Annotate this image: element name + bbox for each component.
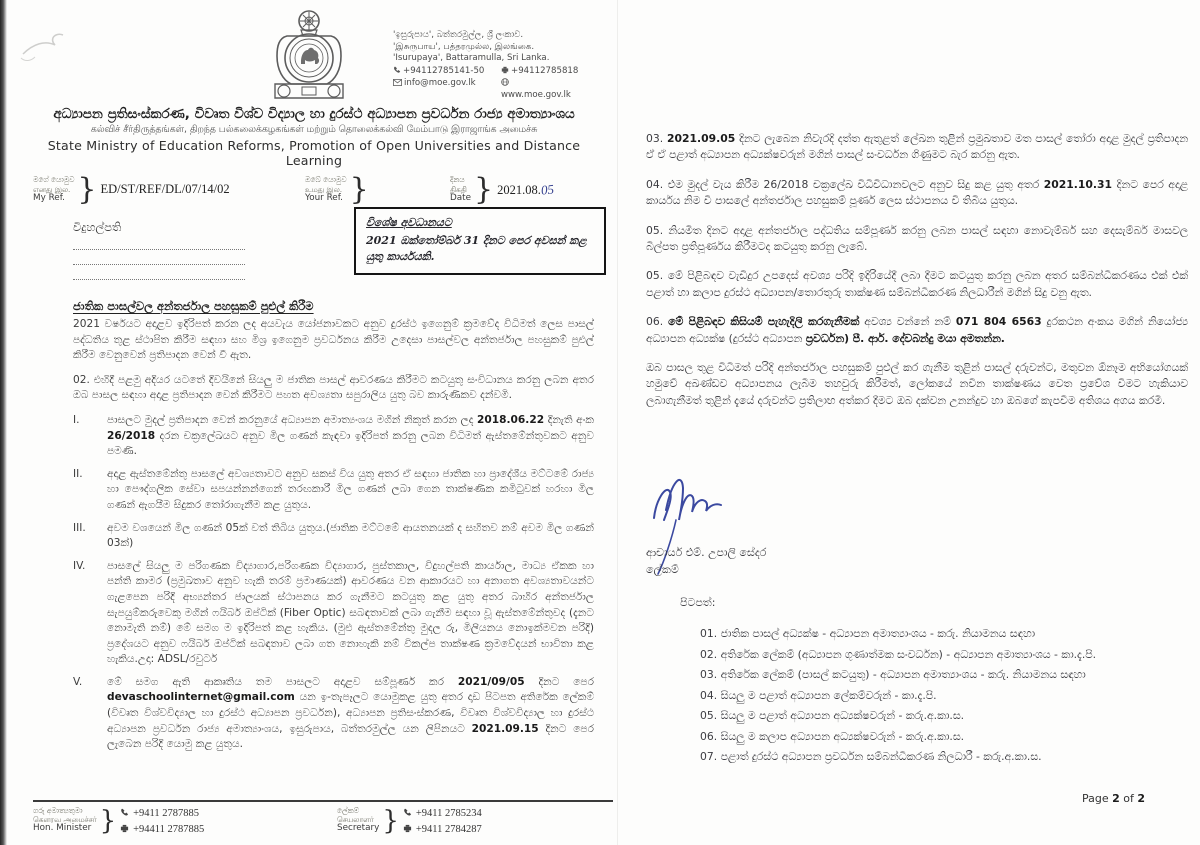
- paragraph-06: 06. මේ පිළිබඳව කිසියම් පැහැදිලි කරගැනීමක් අවශ්‍ය වන්නේ නම් 071 804 6563 දුරකථන අංකය මගින් නියෝජ්‍ය අධ්‍යාපන අධ්‍යක්ෂ (දුරස්ථ අධ්‍යාපන ප්‍රවර්ධන) පී. ආර්. දේවබන්දු මයා අමතන්න.: [646, 315, 1188, 345]
- signatory-designation: ලේකම්: [646, 563, 679, 576]
- copies-label: පිටපත්:: [680, 596, 716, 609]
- item-text: පාසලේ සියලු ම පරිගණක විද්‍යාගාර,පරිගණක විද්‍යාගාර, පුස්තකාල, විදුහල්පති කාර්යාල, මාධ්‍ය ඒකක හා පන්ති කාමර (ප්‍රමුඛතාව අනුව හැකි තරම් ප්‍රමාණයක්) ආවරණය වන ආකාරයට හා අනාගත අවශ්‍යතාවයන්ට ගැළපෙන පරිදි අභ්‍යන්තර ජාලයක් ස්ථාපනය කර ගැනීමට කටයුතු කළ යුතු අතර බාහිර අන්තර්ජාල සැපයුම්කරුවෙකු මගින් ෆයිබර් ඔප්ටික් (Fiber Optic) සබඳතාවක් ලබා ගැනීම සඳහා වූ ඇස්තමේන්තුවද (දැනට නොමැති නම්) මේ සමග ම ඉදිරිපත් කළ හැකිය. (මුළු ඇස්තමේන්තු මුදල රු, මිලියනය නොඉක්මවන පරිදි) ප්‍රදේශයට අනුව ෆයිබර් ඔප්ටික් සබඳතාව ලබා ගත නොහැකි නම් විකල්ප තාක්ෂණ ක්‍රමවේදයන් භාවිතා කළ හැකිය.උදා: ADSL/රවුටර්: [107, 559, 594, 666]
- mail-icon: [393, 79, 402, 86]
- item-number: III.: [73, 521, 86, 534]
- minister-numbers: [120, 806, 204, 838]
- item-number: I.: [73, 413, 80, 426]
- recipient-blank-line: [73, 235, 245, 250]
- signatory-name: ආචාර්ය එම්. උපාලි සේදර: [646, 546, 767, 559]
- item-text: පාසලට මුදල් ප්‍රතිපාදන වෙන් කරනුයේ අධ්‍යාපන අමාත්‍යංශය මගින් නිකුත් කරන ලද 2018.06.22 දිනැති අංක 26/2018 දරන චක්‍රලේඛයට අනුව මිල ගණන් කැඳවා ඉදිරිපත් කරනු ලබන විධිමත් ඇස්තමේන්තුවකට අනුව පමණි.: [107, 413, 594, 458]
- address-tamil: 'இசுருபாய', பத்தரமுல்ல, இலங்கை.: [393, 41, 535, 52]
- my-ref-value: ED/ST/REF/DL/07/14/02: [100, 182, 230, 196]
- attention-title: විශේෂ අවධානයට: [366, 216, 452, 229]
- minister-contact-group: [33, 806, 204, 838]
- item-text: අවම වශයෙන් මිල ගණන් 05ක් වත් තිබිය යුතුය.(ජාතික මට්ටමේ ආයතනයක් ද සහිතව නම් අවම මිල ගණන් 03ක්): [107, 521, 594, 550]
- recipient-title: විදුහල්පති: [73, 220, 122, 234]
- lion-glyph: [301, 48, 319, 64]
- your-ref-labels: ඔබේ යොමුව உமது இல. Your Ref.: [305, 175, 347, 204]
- globe-icon: [501, 78, 509, 86]
- scan-crease-mark: [15, 18, 85, 88]
- closing-paragraph: ඔබ පාසල තුළ විධිමත් පරිදි අන්තර්ජාල පහසුකම් පුළුල් කර ගැනීම තුළින් පාසල් දරුවන්ට, මතුවන ඕනෑම අභියෝගයක් හමුවේ අඛණ්ඩව අධ්‍යාපනය ලැබීම තහවුරු කිරීමත්, ලෝකයේ නවීන තාක්ෂණය වෙත ප්‍රවේශ වීමට හැකියාව ලබාගැනීමත් තුළින් දැයේ දරුවන්ට ප්‍රතිලාභ අත්කර දීමට ඔබ දක්වන උනන්දුව හා ඔබගේ කැපවීම අතිශය අගය කරමි.: [646, 361, 1188, 407]
- handwritten-date: 05: [540, 180, 555, 198]
- letter-body-page2: [646, 131, 1188, 422]
- minister-fax: +94411 2787885: [120, 822, 204, 838]
- list-item: [73, 413, 594, 460]
- letter-page-1: [7, 0, 617, 845]
- paragraph-05: 05. නියමිත දිනට අදාළ අන්තර්ජාල පද්ධතිය සම්පූර්ණ කරනු ලබන පාසල් සඳහා නොවැම්බර් සහ දෙසැම්බර් මාසවල බිල්පත ප්‍රතිපූර්ණය කිරීමටද කටයුතු කරනු ලැබේ.: [646, 223, 1188, 254]
- fax-icon: [403, 824, 412, 833]
- list-item: [73, 521, 594, 552]
- brace-glyph: }: [99, 806, 117, 836]
- brace-glyph: }: [474, 172, 494, 207]
- copy-item: 04. සියලු ම පළාත් අධ්‍යාපන ලේකම්වරුන් - කා.දැ.පි.: [700, 688, 937, 702]
- secretary-contact-group: [337, 806, 482, 838]
- copy-item: 05. සියලු ම පළාත් අධ්‍යාපන අධ්‍යක්ෂවරුන් - කරු.අ.කා.ස.: [700, 709, 965, 722]
- ministry-name-sinhala: අධ්‍යාපන ප්‍රතිසංස්කරණ, විවෘත විශ්ව විද්‍යාල හා දුරස්ථ අධ්‍යාපන ප්‍රවර්ධන රාජ්‍ය අමාත්‍යාංශය: [53, 106, 575, 122]
- minister-phone: +9411 2787885: [120, 806, 204, 822]
- paragraph-05b: 05. මේ පිළිබඳව වැඩිදුර උපදෙස් අවශ්‍ය පරිදි ඉදිරියේදී ලබා දීමට කටයුතු කරනු ලබන අතර සම්බන්ධීකරණය එක් එක් පළාත් හා කලාප දුරස්ථ අධ්‍යාපන/තොරතුරු තාක්ෂණ සම්බන්ධීකරණ නිලධාරීන් මගින් සිදු වනු ඇත.: [646, 269, 1188, 299]
- item-text: මේ සමග ඇති ආකෘතිය තම පාසලට අදාළව සම්පූර්ණ කර 2021/09/05 දිනට පෙර devaschoolinternet@gmail.com යන ඉ-තැපෑලට යොමුකළ යුතු අතර දෘඩ පිටපත අතිරේක ලේකම් (විවෘත විශ්වවිද්‍යාල හා දුරස්ථ අධ්‍යාපන ප්‍රවර්ධන), අධ්‍යාපන ප්‍රතිසංස්කරණ, විවෘත විශ්වවිද්‍යාල හා දුරස්ථ අධ්‍යාපන ප්‍රවර්ධන රාජ්‍ය අමාත්‍යාංශය, ඉසුරුපාය, බත්තරමුල්ල යන ලිපිනයට 2021.09.15 දිනට පෙර ලැබෙන පරිදි යොමු කළ යුතුය.: [107, 675, 594, 751]
- ministry-title-block: [21, 106, 607, 168]
- page-number: Page 2 of 2: [1082, 792, 1146, 805]
- list-item: [73, 675, 594, 753]
- recipient-blank-line: [73, 250, 245, 265]
- letter-body: [73, 317, 594, 760]
- brace-glyph: }: [382, 806, 399, 836]
- ministry-name-tamil: கல்விச் சீர்திருத்தங்கள், திறந்த பல்கலைக்கழகங்கள் மற்றும் தொலைக்கல்வி மேம்பாடு இராஜாங்க அமைச்சு: [90, 124, 538, 135]
- paragraph-03: 03. 2021.09.05 දිනට ලැබෙන නිවැරදි දත්ත ඇතුළත් ලේඛන තුළින් ප්‍රමුඛතාව මත පාසල් තෝරා අදාළ මුදල් ප්‍රතිපාදන ඒ ඒ පළාත් අධ්‍යාපන අධ්‍යක්ෂවරුන් මගින් පාසල් සංවර්ධන ගිණුමට බැර කරනු ඇත.: [646, 132, 1188, 162]
- ministry-name-english: State Ministry of Education Reforms, Promotion of Open Universities and Distance Learning: [47, 138, 581, 168]
- copy-item: 07. පළාත් දුරස්ථ අධ්‍යාපන ප්‍රවර්ධන සම්බන්ධීකරණ නිලධාරී - කරු.අ.කා.ස.: [700, 750, 1042, 763]
- email-address: info@moe.gov.lk: [393, 78, 497, 101]
- my-ref-labels: මගේ යොමුව எனது இல. My Ref.: [33, 175, 75, 204]
- secretary-phone: +9411 2785234: [403, 806, 482, 822]
- attention-text: 2021 ඔක්තෝම්බර් 31 දිනට පෙර අවසන් කළ යුතු කාර්යයකි.: [366, 234, 587, 263]
- copy-item: 03. අතිරේක ලේකම් (පාසල් කටයුතු) - අධ්‍යාපන අමාත්‍යාංශය - කරු. නියාමනය සඳහා: [700, 668, 1086, 681]
- paragraph-02: 02. එහිදී පළමු අදියර යටතේ දිවයිනේ සියලු ම ජාතික පාසල් ආවරණය කිරීමට කටයුතු සංවිධානය කරනු ලබන අතර ඔබ පාසල සඳහා අදාළ ප්‍රතිපාදන වෙන් කිරීමට පහත අවශ්‍යතා සපුරාලිය යුතු බව කාරුණිකව දන්වමි.: [73, 373, 594, 402]
- special-attention-box: [354, 207, 606, 275]
- secretary-numbers: [403, 806, 482, 838]
- item-number: IV.: [73, 559, 86, 572]
- website-url: www.moe.gov.lk: [501, 78, 579, 101]
- item-number: V.: [73, 675, 83, 688]
- date-labels: දිනය திகதி Date: [450, 175, 472, 204]
- my-ref-group: [33, 172, 230, 207]
- letter-page-2: [617, 0, 1200, 845]
- ministry-address-block: [393, 30, 579, 101]
- copy-item: 06. සියලු ම කලාප අධ්‍යාපන අධ්‍යක්ෂවරුන් - කරු.අ.කා.ස.: [700, 729, 965, 743]
- footer-divider: [33, 800, 613, 802]
- subject-line: ජාතික පාසල්වල අන්තර්ජාල පහසුකම් පුළුල් කිරීම: [73, 299, 314, 313]
- minister-labels: ගරු අමාත්‍යතුමා கௌரவ அமைச்சர் Hon. Minister: [33, 806, 97, 833]
- fax-icon: [120, 824, 129, 833]
- recipient-block: [73, 220, 245, 280]
- brace-glyph: }: [77, 172, 97, 207]
- copy-item: 01. ජාතික පාසල් අධ්‍යක්ෂ - අධ්‍යාපන අමාත්‍යාංශය - කරු. නියාමනය සඳහා: [700, 627, 1036, 640]
- date-group: [450, 172, 554, 207]
- fax-number: +94112785818: [501, 66, 579, 78]
- list-item: [73, 559, 594, 668]
- copies-list: [700, 624, 1096, 768]
- fax-icon: [501, 66, 509, 74]
- copy-item: 02. අතිරේක ලේකම් (අධ්‍යාපන ගුණාත්මක සංවර්ධන) - අධ්‍යාපන අමාත්‍යාංශය - කා.දැ.පි.: [700, 647, 1097, 661]
- brace-glyph: }: [349, 172, 369, 207]
- recipient-blank-line: [73, 265, 245, 280]
- list-item: [73, 467, 594, 514]
- phone-icon: [403, 808, 412, 817]
- sri-lanka-national-emblem: [257, 8, 361, 106]
- phone-number: +94112785141-50: [393, 66, 497, 78]
- address-sinhala: 'ඉසුරුපාය', බත්තරමුල්ල, ශ්‍රී ලංකාව.: [393, 30, 524, 40]
- address-english: 'Isurupaya', Battaramulla, Sri Lanka.: [393, 53, 550, 63]
- date-value: 2021.08.05: [497, 180, 555, 198]
- item-number: II.: [73, 467, 83, 480]
- item-text: අදාළ ඇස්තමේන්තු පාසලේ අවශ්‍යතාවට අනුව සකස් විය යුතු අතර ඒ සඳහා ජාතික හා ප්‍රාදේශීය මට්ටමේ රාජ්‍ය හා පෞද්ගලික සේවා සපයන්නන්ගෙන් තරඟකාරී මිල ගණන් ලබා ගෙන තාක්ෂණික කමිටුවක් හරහා මිල ගණන් ඇගයීම සිදුකර තෝරාගැනීම කළ යුතුය.: [107, 467, 594, 511]
- secretary-labels: ලේකම් செயலாளர் Secretary: [337, 806, 380, 833]
- your-ref-group: [305, 172, 373, 207]
- phone-icon: [393, 66, 401, 74]
- paragraph-04: 04. එම මුදල් වැය කිරීම 26/2018 චක්‍රලේඛ විධිවිධානවලට අනුව සිදු කළ යුතු අතර 2021.10.31 දිනට පෙර අදාළ කාර්යය නිම වී පාසලේ අන්තර්ජාල පහසුකම් පූර්ණ ලෙස ස්ථාපනය වී තිබිය යුතුය.: [646, 177, 1188, 208]
- scan-edge-shadow: [0, 0, 7, 845]
- secretary-fax: +9411 2784287: [403, 822, 482, 838]
- phone-icon: [120, 808, 129, 817]
- paragraph-1: 2021 වර්ෂයට අදාළව ඉදිරිපත් කරන ලද අයවැය යෝජනාවකට අනුව දුරස්ථ ඉගෙනුම් ක්‍රමවේද විධිමත් ලෙස පාසල් පද්ධතිය තුළ ස්ථාපිත කිරීම සඳහා සහ මිශ්‍ර ඉගෙනුම ප්‍රවර්ධනය කිරීම උදෙසා පාසල්වල අන්තර්ජාල පහසුකම් පුළුල් කිරීම වෙනුවෙන් ප්‍රතිපාදන වෙන් වී ඇත.: [73, 318, 594, 362]
